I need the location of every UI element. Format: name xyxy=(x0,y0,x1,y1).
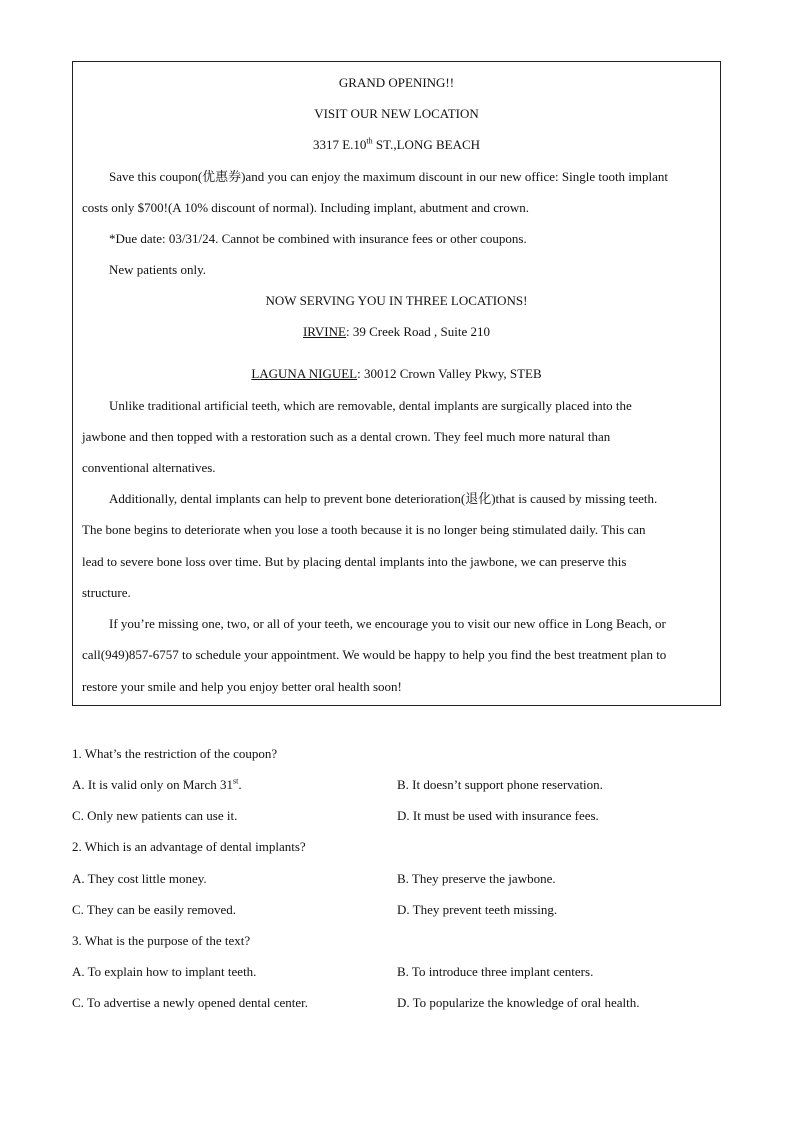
laguna-address: : 30012 Crown Valley Pkwy, STEB xyxy=(357,366,542,381)
address-street: ST.,LONG BEACH xyxy=(372,137,481,152)
irvine-address: : 39 Creek Road , Suite 210 xyxy=(345,324,491,339)
contact-paragraph-line: If you’re missing one, two, or all of your teeth, we encourage you to visit our new office in Long Beach, or xyxy=(109,616,666,631)
address-superscript: th xyxy=(366,136,373,146)
question-stem: 2. Which is an advantage of dental implants? xyxy=(72,839,306,854)
coupon-ad-box xyxy=(72,61,721,706)
implant-paragraph-line: conventional alternatives. xyxy=(82,460,216,475)
option-c: C. They can be easily removed. xyxy=(72,902,237,917)
coupon-paragraph-line: Save this coupon(优惠券)and you can enjoy the maximum discount in our new office: Single tooth implant xyxy=(109,169,669,184)
option-b: B. They preserve the jawbone. xyxy=(397,871,556,886)
bone-paragraph-line: Additionally, dental implants can help to prevent bone deterioration(退化)that is caused by missing teeth. xyxy=(109,491,658,506)
option-d: D. It must be used with insurance fees. xyxy=(397,808,599,823)
location-laguna-niguel xyxy=(73,366,720,382)
option-superscript: st xyxy=(233,776,239,786)
option-a: A. To explain how to implant teeth. xyxy=(72,964,257,979)
contact-paragraph-line: restore your smile and help you enjoy better oral health soon! xyxy=(82,679,402,694)
option-a xyxy=(72,777,242,793)
contact-paragraph-line: call(949)857-6757 to schedule your appointment. We would be happy to help you find the best treatment plan to xyxy=(82,647,667,662)
option-b: B. It doesn’t support phone reservation. xyxy=(397,777,603,792)
ad-heading-grand-opening: GRAND OPENING!! xyxy=(338,75,455,90)
locations-heading: NOW SERVING YOU IN THREE LOCATIONS! xyxy=(265,293,528,308)
option-d: D. They prevent teeth missing. xyxy=(397,902,558,917)
bone-paragraph-line: structure. xyxy=(82,585,131,600)
question-stem: 3. What is the purpose of the text? xyxy=(72,933,251,948)
ad-heading-new-location: VISIT OUR NEW LOCATION xyxy=(314,106,479,121)
option-c: C. To advertise a newly opened dental center. xyxy=(72,995,309,1010)
location-irvine xyxy=(73,324,720,340)
implant-paragraph-line: Unlike traditional artificial teeth, which are removable, dental implants are surgically placed into the xyxy=(109,398,632,413)
option-text: A. It is valid only on March 31 xyxy=(72,777,234,792)
implant-paragraph-line: jawbone and then topped with a restoration such as a dental crown. They feel much more natural than xyxy=(82,429,611,444)
due-date-note: *Due date: 03/31/24. Cannot be combined with insurance fees or other coupons. xyxy=(109,231,527,246)
ad-address xyxy=(73,137,720,153)
new-patients-note: New patients only. xyxy=(109,262,206,277)
option-b: B. To introduce three implant centers. xyxy=(397,964,594,979)
irvine-label: IRVINE xyxy=(302,324,346,339)
coupon-paragraph-line: costs only $700!(A 10% discount of normal). Including implant, abutment and crown. xyxy=(82,200,529,215)
option-c: C. Only new patients can use it. xyxy=(72,808,238,823)
option-d: D. To popularize the knowledge of oral health. xyxy=(397,995,640,1010)
laguna-label: LAGUNA NIGUEL xyxy=(251,366,358,381)
address-main: 3317 E.10 xyxy=(312,137,367,152)
option-text-end: . xyxy=(238,777,242,792)
question-stem: 1. What’s the restriction of the coupon? xyxy=(72,746,278,761)
bone-paragraph-line: lead to severe bone loss over time. But by placing dental implants into the jawbone, we can preserve this xyxy=(82,554,627,569)
option-a: A. They cost little money. xyxy=(72,871,207,886)
bone-paragraph-line: The bone begins to deteriorate when you lose a tooth because it is no longer being stimulated daily. This can xyxy=(82,522,646,537)
